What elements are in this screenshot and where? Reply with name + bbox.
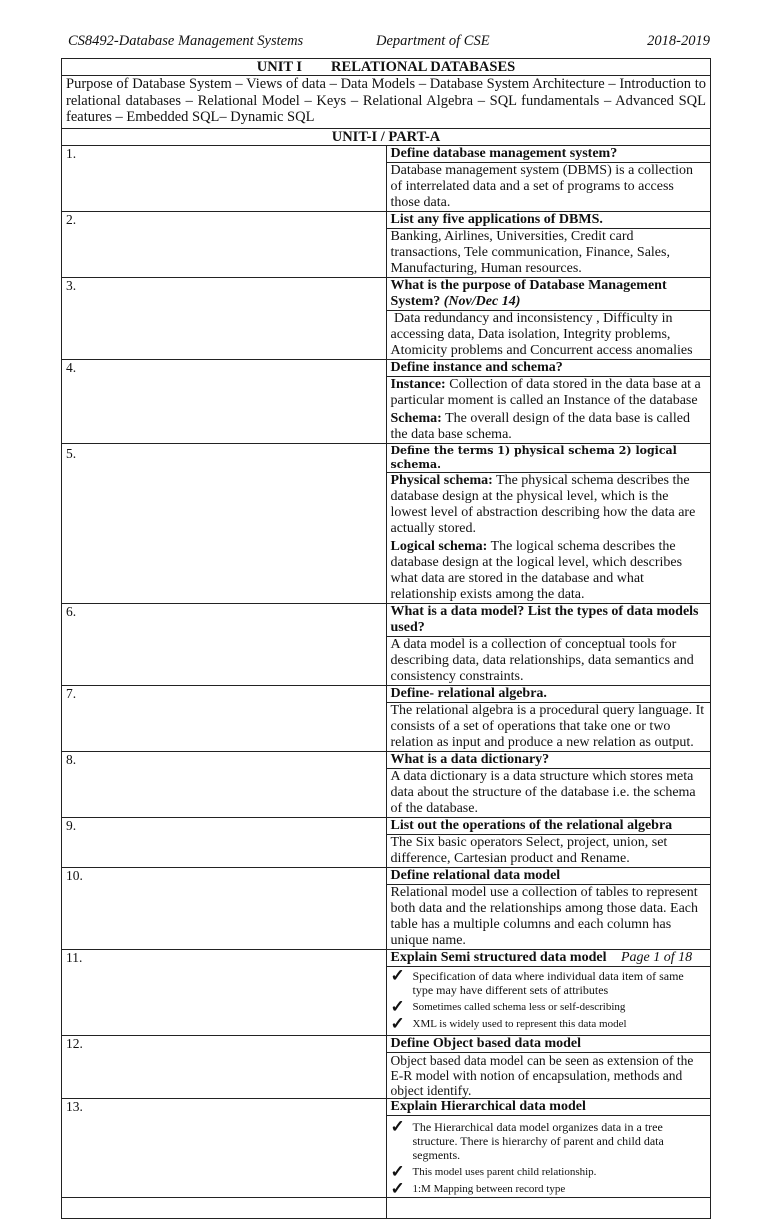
department: Department of CSE bbox=[376, 33, 490, 49]
part-title: UNIT-I / PART-A bbox=[62, 129, 711, 146]
answer-text: The relational algebra is a procedural query language. It consists of a set of operations that take one or two relation as input and produce a new relation as output. bbox=[386, 703, 711, 752]
answer-text: The Six basic operators Select, project, union, set difference, Cartesian product and Rename. bbox=[386, 835, 711, 868]
checklist-item-text: XML is widely used to represent this data model bbox=[412, 1018, 627, 1030]
question-number: 4. bbox=[62, 360, 387, 444]
question-number: 3. bbox=[62, 278, 387, 360]
checklist-item bbox=[390, 1179, 707, 1198]
question-text: List any five applications of DBMS. bbox=[386, 212, 711, 229]
answer-text: A data model is a collection of conceptual tools for describing data, data relationships, data semantics and consistency constraints. bbox=[386, 637, 711, 686]
term-label: Logical schema: bbox=[390, 539, 488, 554]
check-mark-icon: ✓ bbox=[390, 997, 405, 1016]
question-text: Define- relational algebra. bbox=[386, 686, 711, 703]
checklist-item bbox=[390, 1117, 707, 1162]
question-number: 12. bbox=[62, 1036, 387, 1099]
intro-row bbox=[62, 76, 711, 129]
question-text: Define instance and schema? bbox=[386, 360, 711, 377]
question-text: Explain Hierarchical data model bbox=[386, 1099, 711, 1116]
check-mark-icon: ✓ bbox=[390, 966, 405, 985]
answer-text: A data dictionary is a data structure which stores meta data about the structure of the database i.e. the schema of the database. bbox=[386, 769, 711, 818]
checklist-item bbox=[390, 966, 707, 997]
question-number: 2. bbox=[62, 212, 387, 278]
question-number: 1. bbox=[62, 146, 387, 212]
question-text: What is the purpose of Database Management System? (Nov/Dec 14) bbox=[386, 278, 711, 311]
checklist-item bbox=[390, 1162, 707, 1181]
part-title-row bbox=[62, 129, 711, 146]
answer-item bbox=[391, 377, 707, 409]
question-row bbox=[62, 686, 711, 703]
checklist-item-text: This model uses parent child relationship. bbox=[412, 1166, 597, 1178]
answer-text: Relational model use a collection of tables to represent both data and the relationships among those data. Each table has a multiple columns and each column has unique name. bbox=[386, 885, 711, 950]
question-text: Define Object based data model bbox=[386, 1036, 711, 1053]
answer-text: Data redundancy and inconsistency , Difficulty in accessing data, Data isolation, Integrity problems, Atomicity problems and Concurrent access anomalies bbox=[386, 311, 711, 360]
term-label: Schema: bbox=[390, 411, 442, 426]
answer-text: Banking, Airlines, Universities, Credit card transactions, Tele communication, Finance, Sales, Manufacturing, Human resources. bbox=[386, 229, 711, 278]
term-label: Physical schema: bbox=[390, 473, 493, 488]
course-title: CS8492-Database Management Systems bbox=[68, 33, 304, 49]
empty-cell bbox=[386, 1198, 711, 1219]
answer-checklist bbox=[386, 967, 711, 1036]
page-header bbox=[62, 33, 710, 53]
empty-row bbox=[62, 1198, 711, 1219]
term-definition: The logical schema describes the database design at the logical level, which describes what data are stored in the database and what relationship exists among the data. bbox=[390, 539, 683, 602]
exam-date-note: (Nov/Dec 14) bbox=[443, 294, 521, 309]
term-definition: The overall design of the data base is called the data base schema. bbox=[390, 411, 690, 442]
checklist-item bbox=[390, 1014, 707, 1033]
term-label: Instance: bbox=[390, 377, 446, 392]
question-row bbox=[62, 868, 711, 885]
question-row bbox=[62, 1036, 711, 1053]
term-definition: The physical schema describes the database design at the physical level, which is the lowest level of abstraction describing how the data are actually stored. bbox=[390, 473, 696, 536]
question-row bbox=[62, 278, 711, 311]
answer-block bbox=[386, 377, 711, 444]
unit-title: UNIT I RELATIONAL DATABASES bbox=[62, 59, 711, 76]
question-number: 13. bbox=[62, 1099, 387, 1198]
checklist-item-text: Sometimes called schema less or self-describing bbox=[412, 1001, 626, 1013]
answer-item bbox=[391, 411, 707, 443]
checklist-item-text: The Hierarchical data model organizes data in a tree structure. There is hierarchy of parent and child data segments. bbox=[412, 1120, 664, 1162]
answer-text: Database management system (DBMS) is a collection of interrelated data and a set of programs to access those data. bbox=[386, 163, 711, 212]
answer-checklist bbox=[386, 1116, 711, 1198]
question-row bbox=[62, 1099, 711, 1116]
empty-cell bbox=[62, 1198, 387, 1219]
question-row bbox=[62, 604, 711, 637]
question-row bbox=[62, 752, 711, 769]
check-mark-icon: ✓ bbox=[390, 1162, 405, 1181]
question-text: Define relational data model bbox=[386, 868, 711, 885]
answer-text: Object based data model can be seen as extension of the E-R model with notion of encapsulation, methods and object identify. bbox=[386, 1053, 711, 1099]
question-number: 6. bbox=[62, 604, 387, 686]
checklist-item-text: Specification of data where individual data item of same type may have different sets of attributes bbox=[412, 969, 684, 997]
question-number: 8. bbox=[62, 752, 387, 818]
question-text: List out the operations of the relational algebra bbox=[386, 818, 711, 835]
unit-title-row bbox=[62, 59, 711, 76]
question-row bbox=[62, 950, 711, 967]
checklist-item bbox=[390, 997, 707, 1016]
question-number: 5. bbox=[62, 444, 387, 604]
checklist-item-text: 1:M Mapping between record type bbox=[412, 1183, 566, 1195]
unit-syllabus: Purpose of Database System – Views of data – Data Models – Database System Architecture – Introduction to relational databases – Relational Model – Keys – Relational Algebra – SQL fundamentals – Advanced SQL features – Embedded SQL– Dynamic SQL bbox=[62, 76, 711, 129]
answer-block bbox=[386, 473, 711, 604]
question-row bbox=[62, 146, 711, 163]
question-text: Define database management system? bbox=[386, 146, 711, 163]
term-definition: Collection of data stored in the data base at a particular moment is called an Instance of the database bbox=[390, 377, 701, 408]
page-number: Page 1 of 18 bbox=[621, 950, 693, 965]
question-row bbox=[62, 212, 711, 229]
question-table bbox=[61, 58, 711, 1219]
question-row bbox=[62, 444, 711, 473]
check-mark-icon: ✓ bbox=[390, 1117, 405, 1136]
question-text: What is a data dictionary? bbox=[386, 752, 711, 769]
check-mark-icon: ✓ bbox=[390, 1014, 405, 1033]
question-number: 7. bbox=[62, 686, 387, 752]
question-number: 10. bbox=[62, 868, 387, 950]
question-text: Define the terms 1) physical schema 2) logical schema. bbox=[386, 444, 711, 473]
question-number: 11. bbox=[62, 950, 387, 1036]
question-row bbox=[62, 818, 711, 835]
question-row bbox=[62, 360, 711, 377]
academic-year: 2018-2019 bbox=[647, 33, 710, 49]
check-mark-icon: ✓ bbox=[390, 1179, 405, 1198]
question-number: 9. bbox=[62, 818, 387, 868]
answer-item bbox=[391, 473, 707, 537]
question-text: What is a data model? List the types of data models used? bbox=[386, 604, 711, 637]
answer-item bbox=[391, 539, 707, 603]
question-text: Explain Semi structured data model bbox=[386, 950, 711, 967]
